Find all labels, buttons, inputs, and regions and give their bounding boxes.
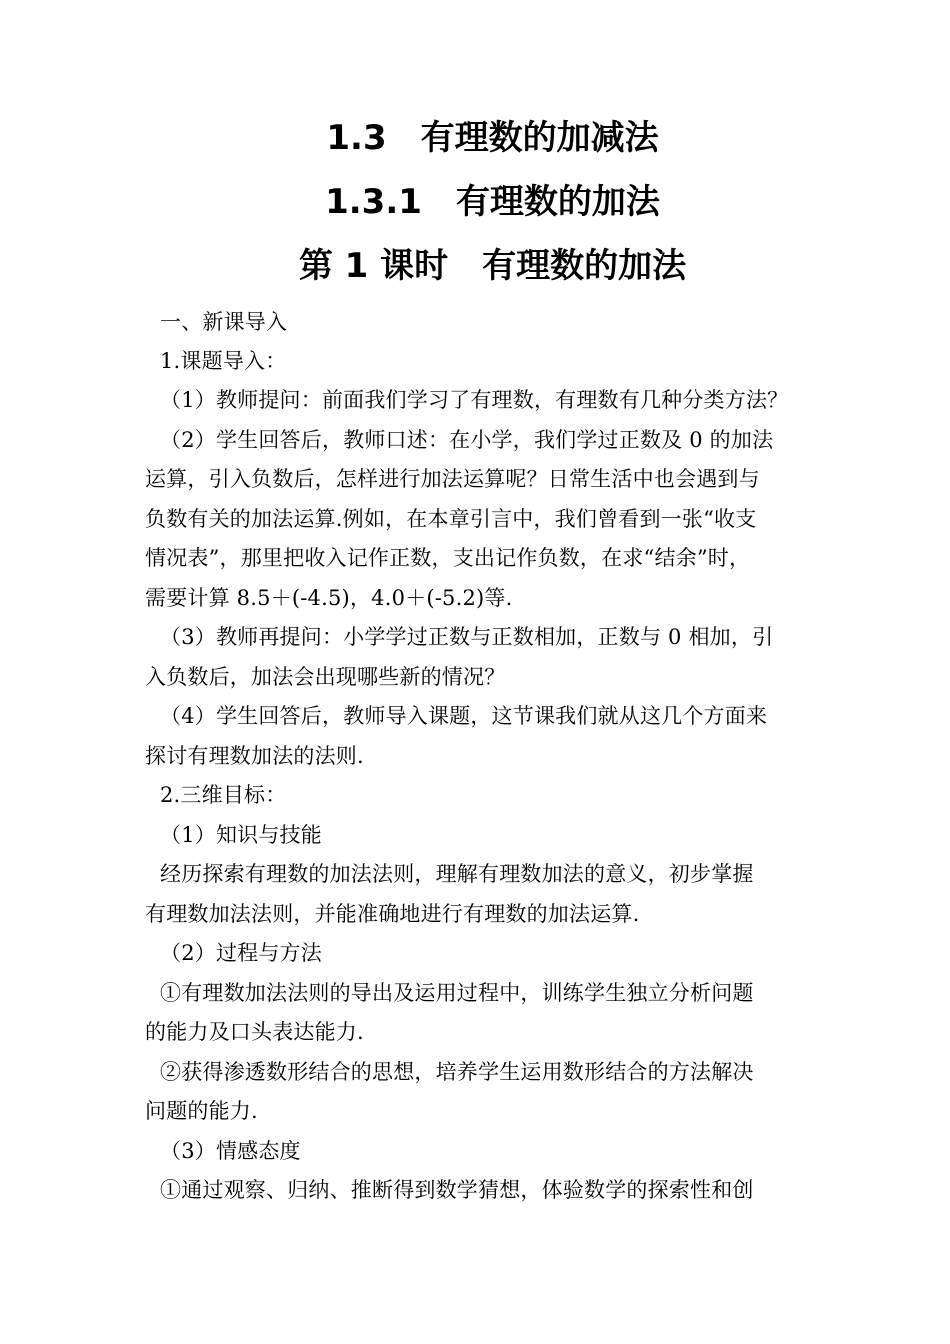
subheading-attitude: （3）情感态度 xyxy=(160,1139,301,1163)
section-title: 1.3 有理数的加减法 xyxy=(326,118,659,158)
paragraph-line: ①有理数加法法则的导出及运用过程中，训练学生独立分析问题 xyxy=(160,981,754,1005)
paragraph-line: 经历探索有理数的加法法则，理解有理数加法的意义，初步掌握 xyxy=(160,862,754,886)
paragraph-line: （1）教师提问：前面我们学习了有理数，有理数有几种分类方法？ xyxy=(160,388,789,412)
paragraph-line: 需要计算 8.5＋(-4.5)，4.0＋(-5.2)等. xyxy=(145,586,513,610)
lesson-title: 第 1 课时 有理数的加法 xyxy=(298,246,687,286)
paragraph-line: ①通过观察、归纳、推断得到数学猜想，体验数学的探索性和创 xyxy=(160,1178,754,1202)
heading-three-goals: 2.三维目标： xyxy=(160,783,287,807)
heading-new-lesson-intro: 一、新课导入 xyxy=(160,310,288,334)
paragraph-line: （3）教师再提问：小学学过正数与正数相加，正数与 0 相加，引 xyxy=(160,625,774,649)
paragraph-line: 情况表”，那里把收入记作正数，支出记作负数，在求“结余”时， xyxy=(145,546,751,570)
paragraph-line: 的能力及口头表达能力. xyxy=(145,1020,364,1044)
paragraph-line: （4）学生回答后，教师导入课题，这节课我们就从这几个方面来 xyxy=(160,704,768,728)
heading-topic-intro: 1.课题导入： xyxy=(160,349,287,373)
subheading-process: （2）过程与方法 xyxy=(160,941,322,965)
paragraph-line: （2）学生回答后，教师口述：在小学，我们学过正数及 0 的加法 xyxy=(160,428,774,452)
paragraph-line: 问题的能力. xyxy=(145,1099,258,1123)
paragraph-line: 负数有关的加法运算.例如，在本章引言中，我们曾看到一张“收支 xyxy=(145,507,757,531)
subheading-knowledge: （1）知识与技能 xyxy=(160,823,322,847)
paragraph-line: 运算，引入负数后，怎样进行加法运算呢？日常生活中也会遇到与 xyxy=(145,467,760,491)
paragraph-line: 有理数加法法则，并能准确地进行有理数的加法运算. xyxy=(145,902,640,926)
paragraph-line: 探讨有理数加法的法则. xyxy=(145,744,364,768)
paragraph-line: 入负数后，加法会出现哪些新的情况？ xyxy=(145,665,506,689)
paragraph-line: ②获得渗透数形结合的思想，培养学生运用数形结合的方法解决 xyxy=(160,1060,754,1084)
subsection-title: 1.3.1 有理数的加法 xyxy=(325,182,660,222)
